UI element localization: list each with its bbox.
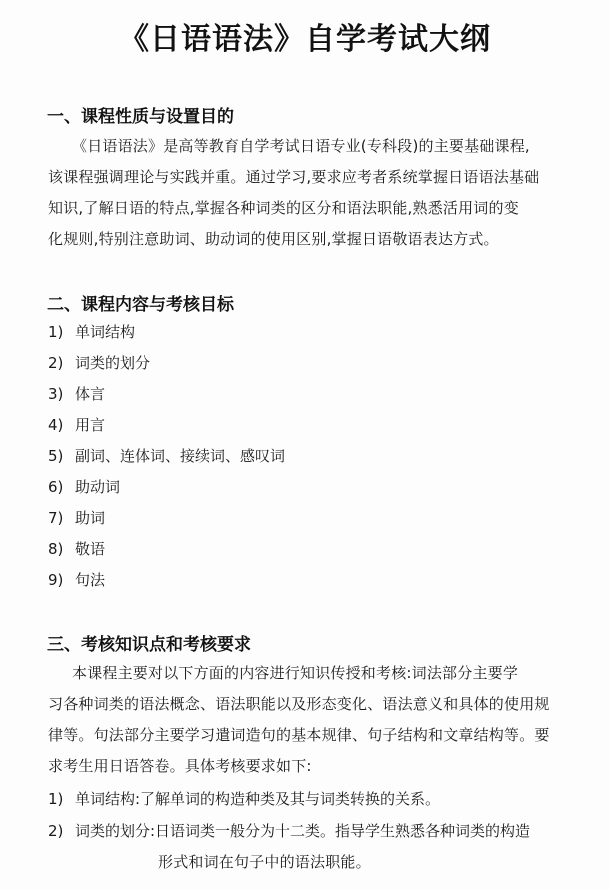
list-item <box>48 476 120 497</box>
section1-heading: 一、课程性质与设置目的 <box>47 107 234 127</box>
list-item <box>48 569 105 590</box>
list-item-text: 单词结构:了解单词的构造种类及其与词类转换的关系。 <box>75 790 441 808</box>
list-item-number: 3) <box>48 385 64 403</box>
list-item <box>48 820 530 841</box>
list-item <box>48 507 105 528</box>
list-item <box>48 538 105 559</box>
list-item-number: 2) <box>48 354 64 372</box>
list-item-number: 5) <box>48 447 64 465</box>
list-item-text: 用言 <box>75 416 106 434</box>
list-item-text: 体言 <box>75 385 106 403</box>
section3-line-4: 求考生用日语答卷。具体考核要求如下: <box>48 757 312 775</box>
section3-heading: 三、考核知识点和考核要求 <box>47 635 251 655</box>
list-item-text: 助动词 <box>75 478 121 496</box>
section3-line-1: 本课程主要对以下方面的内容进行知识传授和考核:词法部分主要学 <box>72 664 519 682</box>
section1-line-4: 化规则,特别注意助词、助动词的使用区别,掌握日语敬语表达方式。 <box>48 230 499 248</box>
list-item-number: 4) <box>48 416 64 434</box>
section1-line-2: 该课程强调理论与实践并重。通过学习,要求应考者系统掌握日语语法基础 <box>48 168 540 186</box>
section1-line-1: 《日语语法》是高等教育自学考试日语专业(专科段)的主要基础课程, <box>72 137 530 155</box>
list-item-number: 9) <box>48 571 64 589</box>
list-item-number: 1) <box>48 790 64 808</box>
list-item-text: 句法 <box>75 571 106 589</box>
list-item-number: 6) <box>48 478 64 496</box>
list-item <box>48 352 150 373</box>
list-item-number: 2) <box>48 822 64 840</box>
list-item-text: 单词结构 <box>75 323 136 341</box>
section1-line-3: 知识,了解日语的特点,掌握各种词类的区分和语法职能,熟悉活用词的变 <box>48 199 519 217</box>
section3-line-2: 习各种词类的语法概念、语法职能以及形态变化、语法意义和具体的使用规 <box>48 695 550 713</box>
list-item-number: 8) <box>48 540 64 558</box>
list-item <box>48 788 440 809</box>
list-item-number: 7) <box>48 509 64 527</box>
list-item <box>48 414 105 435</box>
list-item-continuation: 形式和词在句子中的语法职能。 <box>158 853 371 871</box>
list-item-text: 词类的划分 <box>75 354 151 372</box>
list-item-text: 副词、连体词、接续词、感叹词 <box>75 447 286 465</box>
section3-line-3: 律等。句法部分主要学习遣词造句的基本规律、句子结构和文章结构等。要 <box>48 726 550 744</box>
document-title: 《日语语法》自学考试大纲 <box>119 22 491 57</box>
list-item-text: 词类的划分:日语词类一般分为十二类。指导学生熟悉各种词类的构造 <box>75 822 531 840</box>
list-item <box>48 383 105 404</box>
list-item <box>48 321 135 342</box>
list-item-number: 1) <box>48 323 64 341</box>
list-item <box>48 445 285 466</box>
section2-heading: 二、课程内容与考核目标 <box>47 295 234 315</box>
list-item-text: 助词 <box>75 509 106 527</box>
list-item-text: 敬语 <box>75 540 106 558</box>
